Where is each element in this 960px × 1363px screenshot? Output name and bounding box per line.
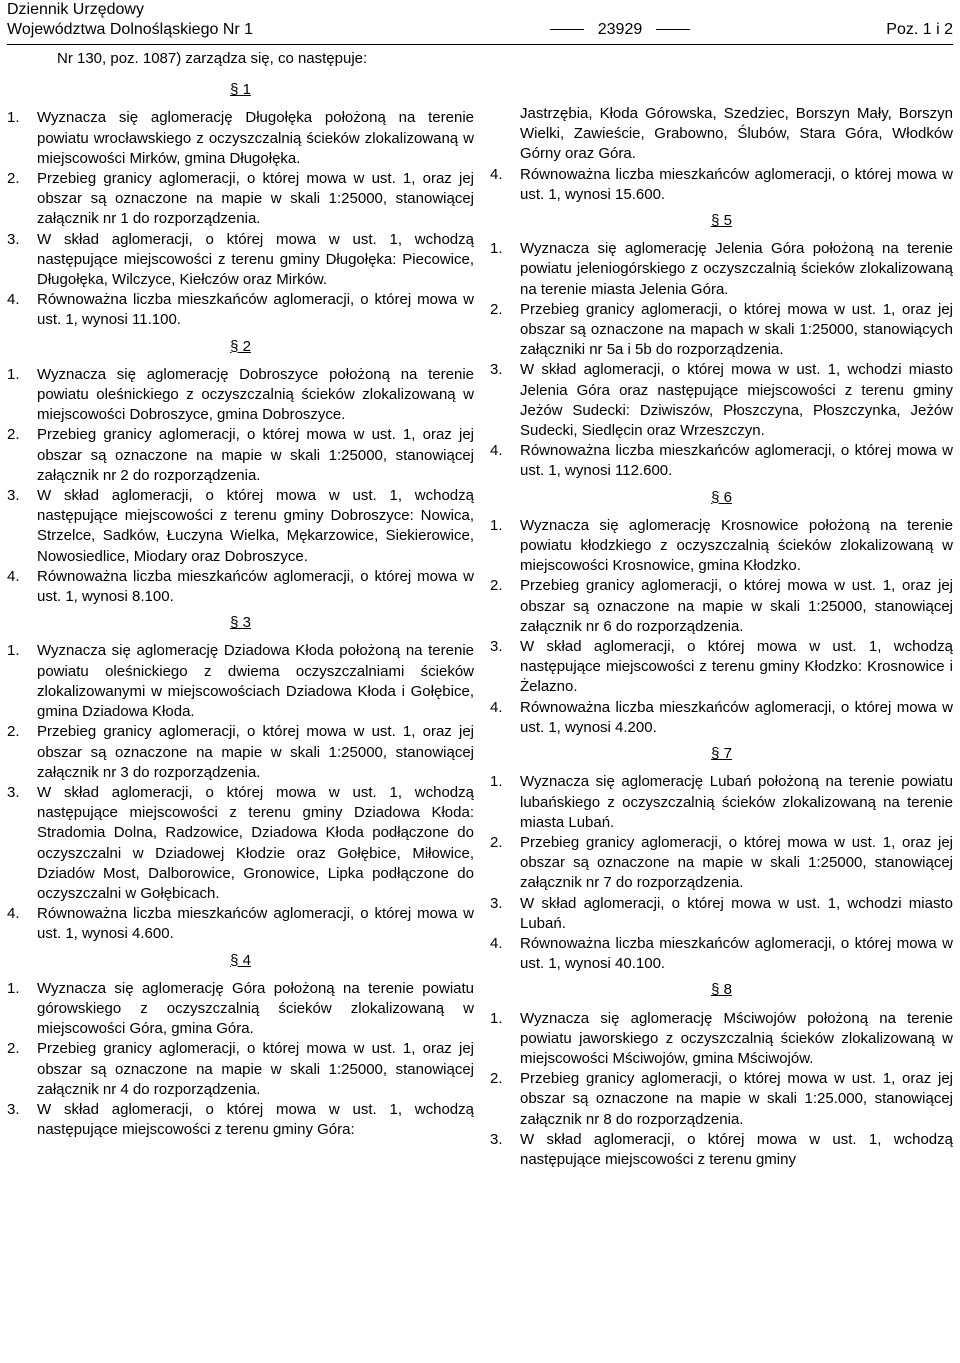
- item-number: 2.: [7, 426, 20, 444]
- page-number: 23929: [597, 21, 643, 38]
- item-number: 3.: [7, 487, 20, 505]
- paragraph-item: [490, 934, 953, 974]
- item-text: Równoważna liczba mieszkańców aglomeracji, o której mowa w ust. 1, wynosi 112.600.: [520, 442, 953, 480]
- item-number: 1.: [7, 979, 20, 997]
- item-number: 2.: [7, 1040, 20, 1058]
- header-rule: [7, 44, 953, 45]
- item-number: 2.: [490, 833, 503, 851]
- section-heading: [490, 211, 953, 231]
- item-text: Wyznacza się aglomerację Mściwojów położoną na terenie powiatu jaworskiego z oczyszczalnią ścieków zlokalizowaną w miejscowości Mściwojów, gmina Mściwojów.: [520, 1009, 953, 1067]
- item-number: 2.: [7, 723, 20, 741]
- paragraph-item: [490, 576, 953, 637]
- paragraph-item: [7, 567, 474, 607]
- item-text: W skład aglomeracji, o której mowa w ust. 1, wchodzą następujące miejscowości z terenu gminy Dziadowa Kłoda: Stradomia Dolna, Radzowice, Dziadowa Kłoda podłączone do oczyszczalni w Dziadowej Kłodzie oraz Gołębice, Miłowice, Dziadów Most, Dalborowice, Gronowice, Lipka podłączone do oczyszczalni w Gołębicach.: [37, 783, 474, 902]
- item-text: Równoważna liczba mieszkańców aglomeracji, o której mowa w ust. 1, wynosi 4.200.: [520, 698, 953, 736]
- dash-right: [656, 29, 690, 30]
- item-number: 3.: [7, 783, 20, 801]
- paragraph-item: [7, 169, 474, 230]
- paragraph-item: [7, 486, 474, 567]
- item-number: [490, 104, 520, 165]
- paragraph-item: [7, 1100, 474, 1140]
- item-number: 2.: [490, 1070, 503, 1088]
- item-text: Równoważna liczba mieszkańców aglomeracji, o której mowa w ust. 1, wynosi 8.100.: [37, 567, 474, 606]
- section-heading: [7, 337, 474, 357]
- item-text: Przebieg granicy aglomeracji, o której mowa w ust. 1, oraz jej obszar są oznaczone na mapie w skali 1:25000, stanowiącej załącznik nr 3 do rozporządzenia.: [37, 723, 474, 781]
- page-header: [7, 0, 953, 44]
- item-text: Przebieg granicy aglomeracji, o której mowa w ust. 1, oraz jej obszar są oznaczone na mapie w skali 1:25000, stanowiącej załącznik nr 4 do rozporządzenia.: [37, 1040, 474, 1098]
- journal-title: Dziennik Urzędowy: [7, 1, 144, 18]
- item-text: Wyznacza się aglomerację Krosnowice położoną na terenie powiatu kłodzkiego z oczyszczalnią ścieków zlokalizowaną w miejscowości Krosnowice, gmina Kłodzko.: [520, 516, 953, 575]
- item-text: Wyznacza się aglomerację Dziadowa Kłoda położoną na terenie powiatu oleśnickiego z dwiema oczyszczalniami ścieków zlokalizowanymi w miejscowościach Dziadowa Kłoda i Gołębice, gmina Dziadowa Kłoda.: [37, 642, 474, 721]
- intro-text: Nr 130, poz. 1087) zarządza się, co następuje:: [57, 50, 368, 67]
- paragraph-item: [490, 239, 953, 300]
- item-text: Przebieg granicy aglomeracji, o której mowa w ust. 1, oraz jej obszar są oznaczone na mapie w skali 1:25.000, stanowiącej załącznik nr 8 do rozporządzenia.: [520, 1070, 953, 1128]
- item-text: Równoważna liczba mieszkańców aglomeracji, o której mowa w ust. 1, wynosi 15.600.: [520, 165, 953, 203]
- item-number: 4.: [7, 567, 20, 585]
- item-number: 1.: [490, 1009, 503, 1027]
- item-number: 1.: [7, 365, 20, 383]
- paragraph-item: [7, 365, 474, 426]
- item-number: 3.: [490, 894, 503, 912]
- section-label: § 6: [711, 488, 732, 506]
- paragraph-item: [490, 1009, 953, 1070]
- item-text: Wyznacza się aglomerację Długołęka położoną na terenie powiatu wrocławskiego z oczyszczalnią ścieków zlokalizowaną w miejscowości Mirków, gmina Długołęka.: [37, 109, 474, 167]
- paragraph-item: [490, 698, 953, 738]
- item-text: Jastrzębia, Kłoda Górowska, Szedziec, Borszyn Mały, Borszyn Wielki, Zawieście, Grabowno, Ślubów, Stara Góra, Włodków Górny oraz Góra.: [520, 105, 953, 163]
- section-heading: [7, 80, 474, 100]
- item-number: 1.: [490, 240, 503, 258]
- item-text: Wyznacza się aglomerację Lubań położoną na terenie powiatu lubańskiego z oczyszczalnią ścieków zlokalizowaną na terenie miasta Lubań.: [520, 773, 953, 831]
- section-label: § 1: [230, 81, 251, 99]
- item-number: 4.: [7, 905, 20, 923]
- item-number: 2.: [490, 300, 503, 318]
- item-number: 2.: [490, 577, 503, 595]
- paragraph-item: [490, 104, 953, 165]
- item-text: W skład aglomeracji, o której mowa w ust. 1, wchodzi miasto Jelenia Góra oraz następujące miejscowości z terenu gminy Jeżów Sudecki: Dziwiszów, Płoszczyna, Płoszczynka, Jeżów Sudecki, Siedlęcin oraz Wrzeszczyn.: [520, 361, 953, 440]
- item-number: 4.: [490, 442, 503, 460]
- item-text: W skład aglomeracji, o której mowa w ust. 1, wchodzą następujące miejscowości z terenu gminy Długołęka: Piecowice, Długołęka, Wilczyce, Kiełczów oraz Mirków.: [37, 230, 474, 289]
- item-text: W skład aglomeracji, o której mowa w ust. 1, wchodzą następujące miejscowości z terenu gminy Kłodzko: Krosnowice i Żelazno.: [520, 638, 953, 696]
- item-number: 3.: [7, 1100, 20, 1118]
- paragraph-item: [490, 516, 953, 577]
- left-sections: [7, 80, 474, 1140]
- item-text: Przebieg granicy aglomeracji, o której mowa w ust. 1, oraz jej obszar są oznaczone na mapie w skali 1:25000, stanowiącej załącznik nr 7 do rozporządzenia.: [520, 833, 953, 892]
- paragraph-item: [7, 1039, 474, 1100]
- paragraph-item: [7, 641, 474, 722]
- section-heading: [490, 980, 953, 1000]
- item-text: W skład aglomeracji, o której mowa w ust. 1, wchodzi miasto Lubań.: [520, 894, 953, 932]
- page-number-group: [407, 19, 833, 40]
- paragraph-item: [7, 783, 474, 904]
- paragraph-item: [490, 637, 953, 698]
- item-text: W skład aglomeracji, o której mowa w ust. 1, wchodzą następujące miejscowości z terenu gminy Góra:: [37, 1100, 474, 1139]
- paragraph-item: [490, 441, 953, 481]
- item-number: 2.: [7, 170, 20, 188]
- section-heading: [490, 744, 953, 764]
- section-label: § 4: [230, 951, 251, 969]
- item-number: 3.: [490, 1130, 503, 1148]
- paragraph-item: [490, 165, 953, 205]
- item-text: Przebieg granicy aglomeracji, o której mowa w ust. 1, oraz jej obszar są oznaczone na mapie w skali 1:25000, stanowiącej załącznik nr 1 do rozporządzenia.: [37, 170, 474, 228]
- item-text: Równoważna liczba mieszkańców aglomeracji, o której mowa w ust. 1, wynosi 4.600.: [37, 905, 474, 943]
- paragraph-item: [490, 300, 953, 361]
- item-text: W skład aglomeracji, o której mowa w ust. 1, wchodzą następujące miejscowości z terenu gminy: [520, 1130, 953, 1168]
- left-column: [7, 49, 474, 1140]
- item-text: W skład aglomeracji, o której mowa w ust. 1, wchodzą następujące miejscowości z terenu gminy Dobroszyce: Nowica, Strzelce, Sadków, Łuczyna Wielka, Mękarzowice, Siekierowice, Nowosiedlice, Miodary oraz Dobroszyce.: [37, 487, 474, 565]
- paragraph-item: [7, 979, 474, 1040]
- paragraph-item: [7, 722, 474, 783]
- item-text: Równoważna liczba mieszkańców aglomeracji, o której mowa w ust. 1, wynosi 11.100.: [37, 291, 474, 329]
- item-text: Przebieg granicy aglomeracji, o której mowa w ust. 1, oraz jej obszar są oznaczone na mapie w skali 1:25000, stanowiącej załącznik nr 2 do rozporządzenia.: [37, 426, 474, 484]
- item-number: 1.: [7, 642, 20, 660]
- item-number: 1.: [490, 773, 503, 791]
- item-number: 4.: [490, 698, 503, 716]
- item-text: Równoważna liczba mieszkańców aglomeracji, o której mowa w ust. 1, wynosi 40.100.: [520, 934, 953, 973]
- item-text: Wyznacza się aglomerację Jelenia Góra położoną na terenie powiatu jeleniogórskiego z oczyszczalnią ścieków zlokalizowaną na terenie miasta Jelenia Góra.: [520, 240, 953, 298]
- item-text: Wyznacza się aglomerację Dobroszyce położoną na terenie powiatu oleśnickiego z oczyszczalnią ścieków zlokalizowaną w miejscowości Dobroszyce, gmina Dobroszyce.: [37, 365, 474, 424]
- item-number: 3.: [7, 230, 20, 248]
- paragraph-item: [7, 290, 474, 330]
- paragraph-item: [490, 833, 953, 894]
- section-label: § 8: [711, 981, 732, 999]
- paragraph-item: [490, 360, 953, 441]
- paragraph-item: [7, 230, 474, 291]
- paragraph-item: [490, 894, 953, 934]
- paragraph-item: [490, 1130, 953, 1170]
- position-reference: Poz. 1 i 2: [886, 21, 953, 38]
- header-row: [7, 19, 953, 40]
- section-label: § 7: [711, 745, 732, 763]
- right-column: [490, 104, 953, 1170]
- item-text: Przebieg granicy aglomeracji, o której mowa w ust. 1, oraz jej obszar są oznaczone na mapach w skali 1:25000, stanowiących załączniki nr 5a i 5b do rozporządzenia.: [520, 300, 953, 359]
- item-number: 4.: [490, 934, 503, 952]
- section-label: § 2: [230, 337, 251, 355]
- dash-left: [550, 29, 584, 30]
- item-text: Przebieg granicy aglomeracji, o której mowa w ust. 1, oraz jej obszar są oznaczone na mapie w skali 1:25000, stanowiącej załącznik nr 6 do rozporządzenia.: [520, 577, 953, 635]
- section-heading: [490, 488, 953, 508]
- section-label: § 5: [711, 212, 732, 230]
- section-label: § 3: [230, 614, 251, 632]
- right-sections: [490, 104, 953, 1170]
- item-number: 4.: [490, 165, 503, 183]
- paragraph-item: [490, 1069, 953, 1130]
- item-number: 1.: [490, 516, 503, 534]
- section-heading: [7, 613, 474, 633]
- paragraph-item: [490, 772, 953, 833]
- item-text: Wyznacza się aglomerację Góra położoną na terenie powiatu górowskiego z oczyszczalnią ścieków zlokalizowaną w miejscowości Góra, gmina Góra.: [37, 979, 474, 1038]
- paragraph-item: [7, 425, 474, 486]
- item-number: 1.: [7, 109, 20, 127]
- paragraph-item: [7, 904, 474, 944]
- item-number: 3.: [490, 638, 503, 656]
- journal-subtitle: Województwa Dolnośląskiego Nr 1: [7, 21, 254, 38]
- section-heading: [7, 951, 474, 971]
- item-number: 4.: [7, 291, 20, 309]
- paragraph-item: [7, 108, 474, 169]
- item-number: 3.: [490, 361, 503, 379]
